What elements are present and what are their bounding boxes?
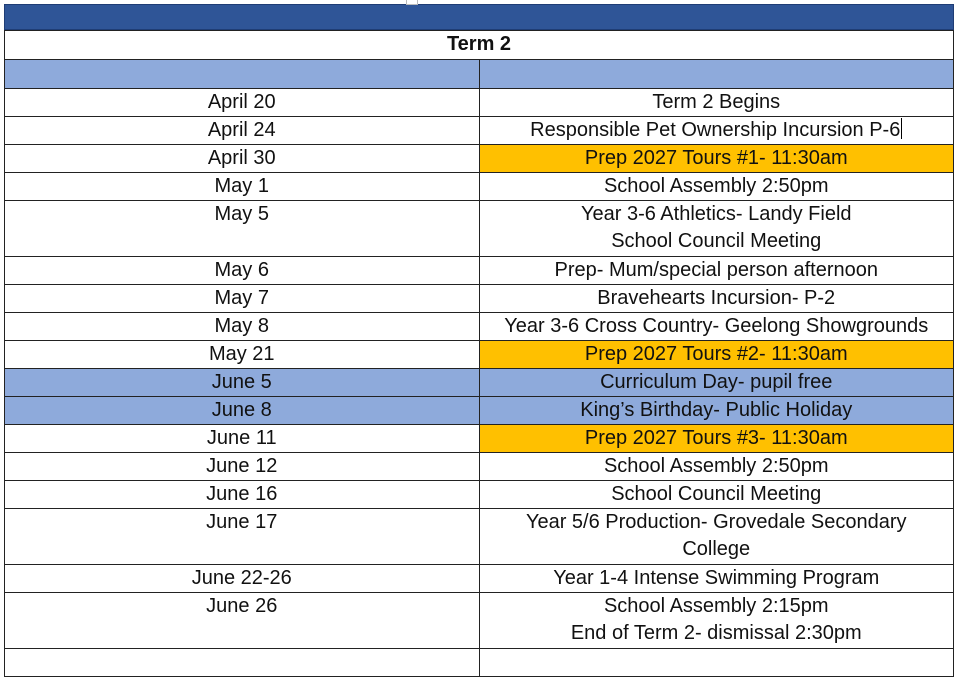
event-cell[interactable] <box>479 509 954 565</box>
date-cell[interactable]: June 26 <box>5 593 480 649</box>
date-cell[interactable]: May 1 <box>5 173 480 201</box>
table-row <box>5 313 954 341</box>
date-cell[interactable]: June 16 <box>5 481 480 509</box>
date-cell[interactable]: June 5 <box>5 369 480 397</box>
table-row <box>5 145 954 173</box>
table-row <box>5 593 954 649</box>
event-cell[interactable] <box>479 453 954 481</box>
event-cell[interactable] <box>479 425 954 453</box>
date-cell[interactable]: April 30 <box>5 145 480 173</box>
table-row <box>5 117 954 145</box>
event-text: Year 3-6 Athletics- Landy Field <box>580 203 852 225</box>
table-row <box>5 341 954 369</box>
date-cell[interactable]: June 22-26 <box>5 565 480 593</box>
event-text: Year 3-6 Cross Country- Geelong Showgrounds <box>504 315 929 337</box>
date-cell[interactable]: June 17 <box>5 509 480 565</box>
event-cell[interactable] <box>479 117 954 145</box>
event-text: Prep 2027 Tours #1- 11:30am <box>584 147 848 169</box>
table-title-row <box>5 31 954 60</box>
event-text: Year 1-4 Intense Swimming Program <box>553 567 880 589</box>
table-row <box>5 453 954 481</box>
table-row <box>5 481 954 509</box>
event-cell[interactable] <box>479 341 954 369</box>
blank-header-row <box>5 60 954 89</box>
event-text: Prep 2027 Tours #3- 11:30am <box>584 427 848 449</box>
event-text: Prep 2027 Tours #2- 11:30am <box>584 343 848 365</box>
event-text: End of Term 2- dismissal 2:30pm <box>570 622 862 644</box>
event-cell[interactable] <box>479 285 954 313</box>
table-row <box>5 257 954 285</box>
event-cell[interactable] <box>479 173 954 201</box>
event-text: Prep- Mum/special person afternoon <box>554 259 878 281</box>
table-row <box>5 565 954 593</box>
date-cell[interactable]: April 24 <box>5 117 480 145</box>
event-text: Bravehearts Incursion- P-2 <box>597 287 836 309</box>
text-cursor <box>901 118 902 139</box>
date-cell[interactable]: June 8 <box>5 397 480 425</box>
event-text: Curriculum Day- pupil free <box>600 371 833 393</box>
event-text: School Assembly 2:50pm <box>603 455 829 477</box>
table-row <box>5 173 954 201</box>
date-cell[interactable]: April 20 <box>5 89 480 117</box>
top-header-bar <box>4 4 954 30</box>
event-text: Responsible Pet Ownership Incursion P-6 <box>530 119 901 141</box>
date-cell[interactable]: May 21 <box>5 341 480 369</box>
term-calendar-table <box>4 30 954 677</box>
table-row <box>5 89 954 117</box>
column-resize-handle[interactable] <box>406 0 418 5</box>
event-text: School Assembly 2:50pm <box>603 175 829 197</box>
event-text: College <box>682 538 751 560</box>
event-text: King’s Birthday- Public Holiday <box>580 399 853 421</box>
table-row <box>5 397 954 425</box>
blank-header-cell <box>5 60 480 89</box>
table-row <box>5 369 954 397</box>
event-text: School Council Meeting <box>611 483 822 505</box>
event-text: School Council Meeting <box>611 230 822 252</box>
table-row <box>5 285 954 313</box>
date-cell[interactable]: May 8 <box>5 313 480 341</box>
blank-header-cell <box>479 60 954 89</box>
date-cell[interactable]: May 5 <box>5 201 480 257</box>
event-cell[interactable] <box>479 89 954 117</box>
date-cell[interactable]: May 6 <box>5 257 480 285</box>
event-cell[interactable] <box>479 257 954 285</box>
event-text: Year 5/6 Production- Grovedale Secondary <box>525 511 907 533</box>
date-cell[interactable]: June 11 <box>5 425 480 453</box>
empty-row <box>5 649 954 677</box>
event-cell[interactable] <box>479 481 954 509</box>
event-cell[interactable] <box>479 201 954 257</box>
event-text: Term 2 Begins <box>652 91 781 113</box>
event-cell[interactable] <box>479 565 954 593</box>
table-title: Term 2 <box>5 31 954 60</box>
empty-cell[interactable] <box>479 649 954 677</box>
date-cell[interactable]: May 7 <box>5 285 480 313</box>
date-cell[interactable]: June 12 <box>5 453 480 481</box>
event-cell[interactable] <box>479 313 954 341</box>
table-row <box>5 201 954 257</box>
event-cell[interactable] <box>479 369 954 397</box>
event-text: School Assembly 2:15pm <box>603 595 829 617</box>
table-row <box>5 425 954 453</box>
event-cell[interactable] <box>479 397 954 425</box>
event-cell[interactable] <box>479 593 954 649</box>
empty-cell[interactable] <box>5 649 480 677</box>
event-cell[interactable] <box>479 145 954 173</box>
table-row <box>5 509 954 565</box>
